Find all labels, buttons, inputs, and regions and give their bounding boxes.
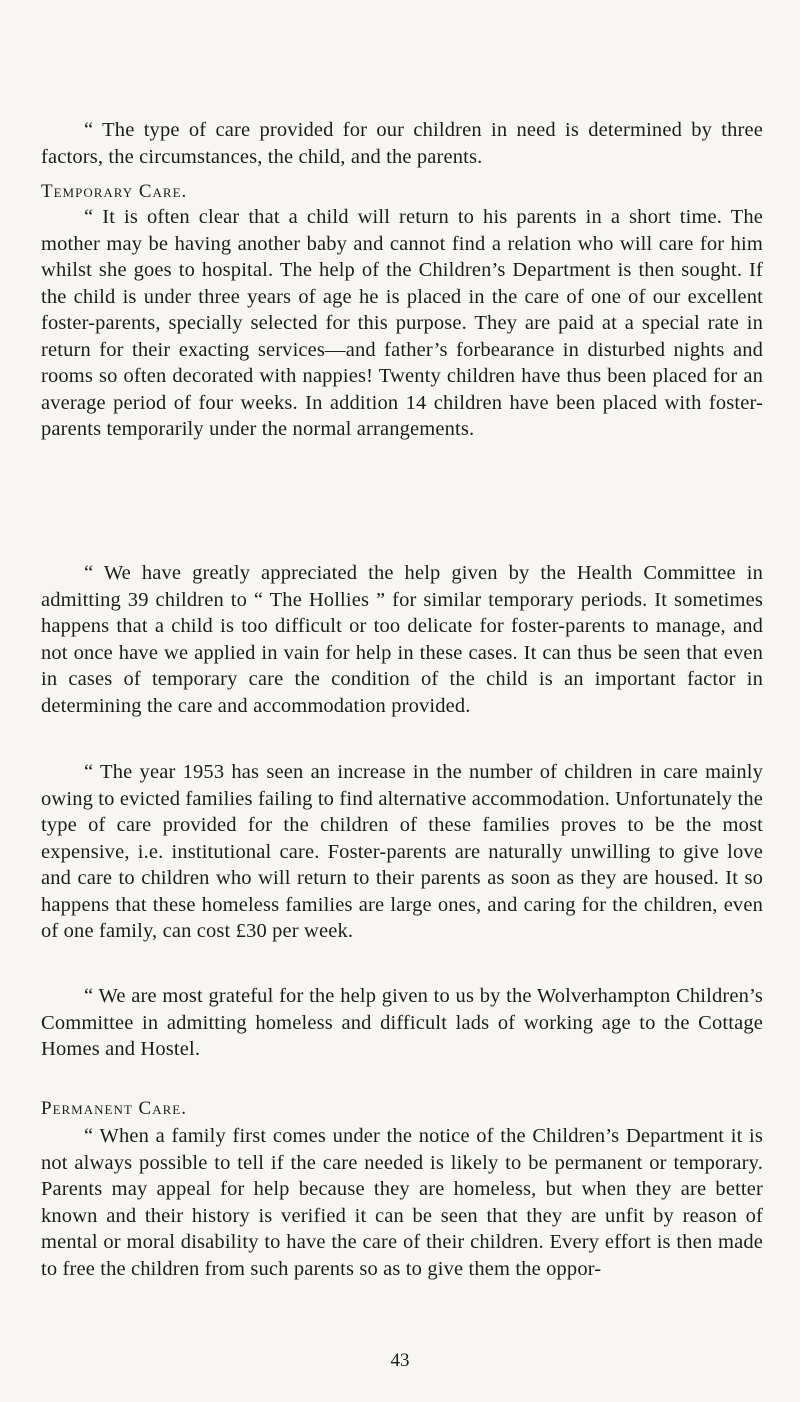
temporary-text-3: “ The year 1953 has seen an increase in the number of children in care mainly owing to evicted families failing to find alternative accommodation. Unfortunately the type of care provided for the children of these families proves to be the most expensive, i.e. institutional care. Foster-parents are naturally unwilling to give love and care to children who will return to their parents as soon as they are housed. It so happens that these homeless families are large ones, and caring for the children, even of one family, can cost £30 per week.	[41, 761, 763, 942]
section-heading-permanent: Permanent Care.	[41, 1098, 187, 1119]
temporary-text-1: “ It is often clear that a child will return to his parents in a short time. The mother may be having another baby and cannot find a relation who will care for him whilst she goes to hospital. The help of the Children’s Department is then sought. If the child is under three years of age he is placed in the care of one of our excellent foster-parents, specially selected for this purpose. They are paid at a special rate in return for their exacting services—and father’s forbearance in disturbed nights and rooms so often decorated with nappies! Twenty children have thus been placed for an average period of four weeks. In addition 14 children have been placed with foster-parents temporarily under the normal arrangements.	[41, 206, 763, 440]
permanent-text-1: “ When a family first comes under the notice of the Children’s Department it is not always possible to tell if the care needed is likely to be permanent or temporary. Parents may appeal for help because they are homeless, but when they are better known and their history is verified it can be seen that they are unfit by reason of mental or moral disability to have the care of their children. Every effort is then made to free the children from such parents so as to give them the oppor-	[41, 1125, 763, 1280]
temporary-text-2: “ We have greatly appreciated the help given by the Health Committee in admitting 39 children to “ The Hollies ” for similar temporary periods. It sometimes happens that a child is too difficult or too delicate for foster-parents to manage, and not once have we applied in vain for help in these cases. It can thus be seen that even in cases of temporary care the condition of the child is an important factor in determining the care and accommodation provided.	[41, 562, 763, 717]
temporary-paragraph-3	[41, 759, 763, 945]
temporary-text-4: “ We are most grateful for the help given to us by the Wolverhampton Children’s Committee in admitting homeless and difficult lads of working age to the Cottage Homes and Hostel.	[41, 985, 763, 1060]
intro-text: “ The type of care provided for our children in need is determined by three factors, the circumstances, the child, and the parents.	[41, 119, 763, 168]
temporary-paragraph-2	[41, 560, 763, 719]
intro-paragraph	[41, 117, 763, 170]
section-heading-temporary: Temporary Care.	[41, 181, 188, 202]
temporary-paragraph-4	[41, 983, 763, 1063]
permanent-paragraph-1	[41, 1123, 763, 1282]
page-number: 43	[390, 1350, 410, 1371]
temporary-paragraph-1	[41, 204, 763, 443]
